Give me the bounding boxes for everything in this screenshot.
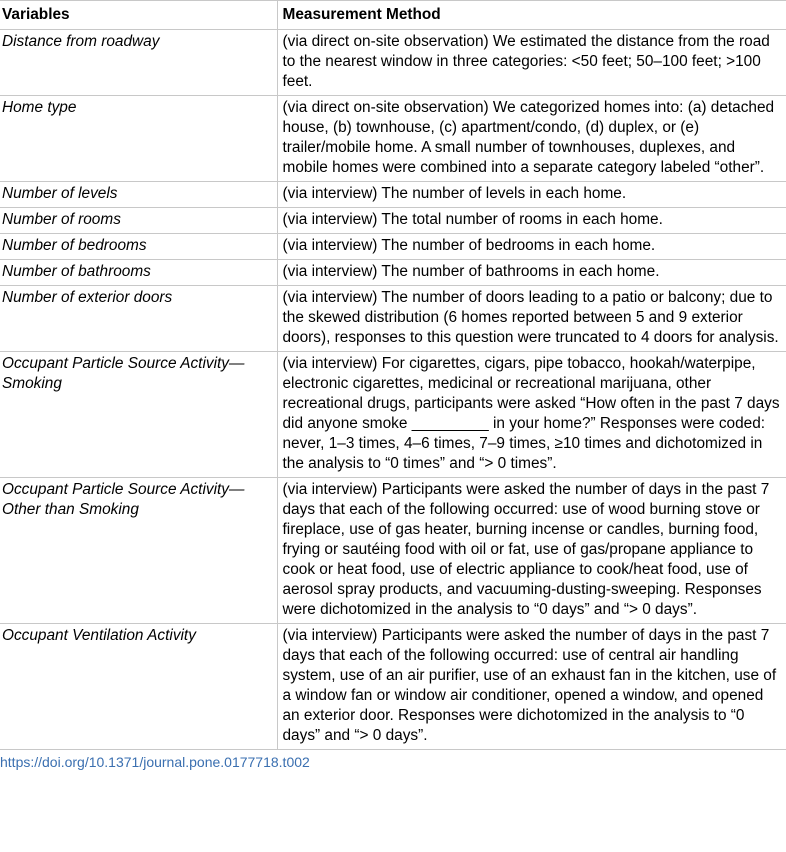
table-row xyxy=(0,30,786,96)
variable-cell: Occupant Particle Source Activity—Smoking xyxy=(0,352,277,478)
table-row xyxy=(0,286,786,352)
header-measurement-method: Measurement Method xyxy=(277,1,786,30)
header-variables: Variables xyxy=(0,1,277,30)
method-cell: (via direct on-site observation) We estimated the distance from the road to the nearest window in three categories: <50 feet; 50–100 feet; >100 feet. xyxy=(277,30,786,96)
method-cell: (via interview) The total number of rooms in each home. xyxy=(277,208,786,234)
variable-cell: Occupant Ventilation Activity xyxy=(0,624,277,750)
table-row xyxy=(0,234,786,260)
variable-cell: Number of bathrooms xyxy=(0,260,277,286)
table-row xyxy=(0,624,786,750)
table-row xyxy=(0,182,786,208)
doi-link[interactable]: https://doi.org/10.1371/journal.pone.0177718.t002 xyxy=(0,754,310,770)
variable-cell: Number of levels xyxy=(0,182,277,208)
table-row xyxy=(0,352,786,478)
table-row xyxy=(0,96,786,182)
method-cell: (via interview) Participants were asked the number of days in the past 7 days that each of the following occurred: use of central air handling system, use of an air purifier, use of an exhaust fan in the kitchen, use of a window fan or window air conditioner, opened a window, and opened an exterior door. Responses were dichotomized in the analysis to “0 days” and “> 0 days”. xyxy=(277,624,786,750)
method-cell: (via interview) The number of levels in each home. xyxy=(277,182,786,208)
table-row xyxy=(0,208,786,234)
method-cell: (via interview) The number of bedrooms in each home. xyxy=(277,234,786,260)
variable-cell: Distance from roadway xyxy=(0,30,277,96)
variable-cell: Home type xyxy=(0,96,277,182)
method-cell: (via interview) The number of bathrooms in each home. xyxy=(277,260,786,286)
variable-cell: Number of rooms xyxy=(0,208,277,234)
table-row xyxy=(0,478,786,624)
table-row xyxy=(0,260,786,286)
variable-cell: Number of bedrooms xyxy=(0,234,277,260)
method-cell: (via direct on-site observation) We categorized homes into: (a) detached house, (b) townhouse, (c) apartment/condo, (d) duplex, or (e) trailer/mobile home. A small number of townhouses, duplexes, and mobile homes were combined into a separate category labeled “other”. xyxy=(277,96,786,182)
method-cell: (via interview) Participants were asked the number of days in the past 7 days that each of the following occurred: use of wood burning stove or fireplace, use of gas heater, burning incense or candles, burning food, frying or sautéing food with oil or fat, use of gas/propane appliance to cook or heat food, use of electric appliance to cook/heat food, use of aerosol spray products, and vacuuming-dusting-sweeping. Responses were dichotomized in the analysis to “0 days” and “> 0 days”. xyxy=(277,478,786,624)
method-cell: (via interview) For cigarettes, cigars, pipe tobacco, hookah/waterpipe, electronic cigarettes, medicinal or recreational marijuana, other recreational drugs, participants were asked “How often in the past 7 days did anyone smoke _________ in your home?” Responses were coded: never, 1–3 times, 4–6 times, 7–9 times, ≥10 times and dichotomized in the analysis to “0 times” and “> 0 times”. xyxy=(277,352,786,478)
variable-cell: Occupant Particle Source Activity—Other than Smoking xyxy=(0,478,277,624)
method-cell: (via interview) The number of doors leading to a patio or balcony; due to the skewed distribution (6 homes reported between 5 and 9 exterior doors), responses to this question were truncated to 4 doors for analysis. xyxy=(277,286,786,352)
variable-cell: Number of exterior doors xyxy=(0,286,277,352)
table-header-row xyxy=(0,1,786,30)
